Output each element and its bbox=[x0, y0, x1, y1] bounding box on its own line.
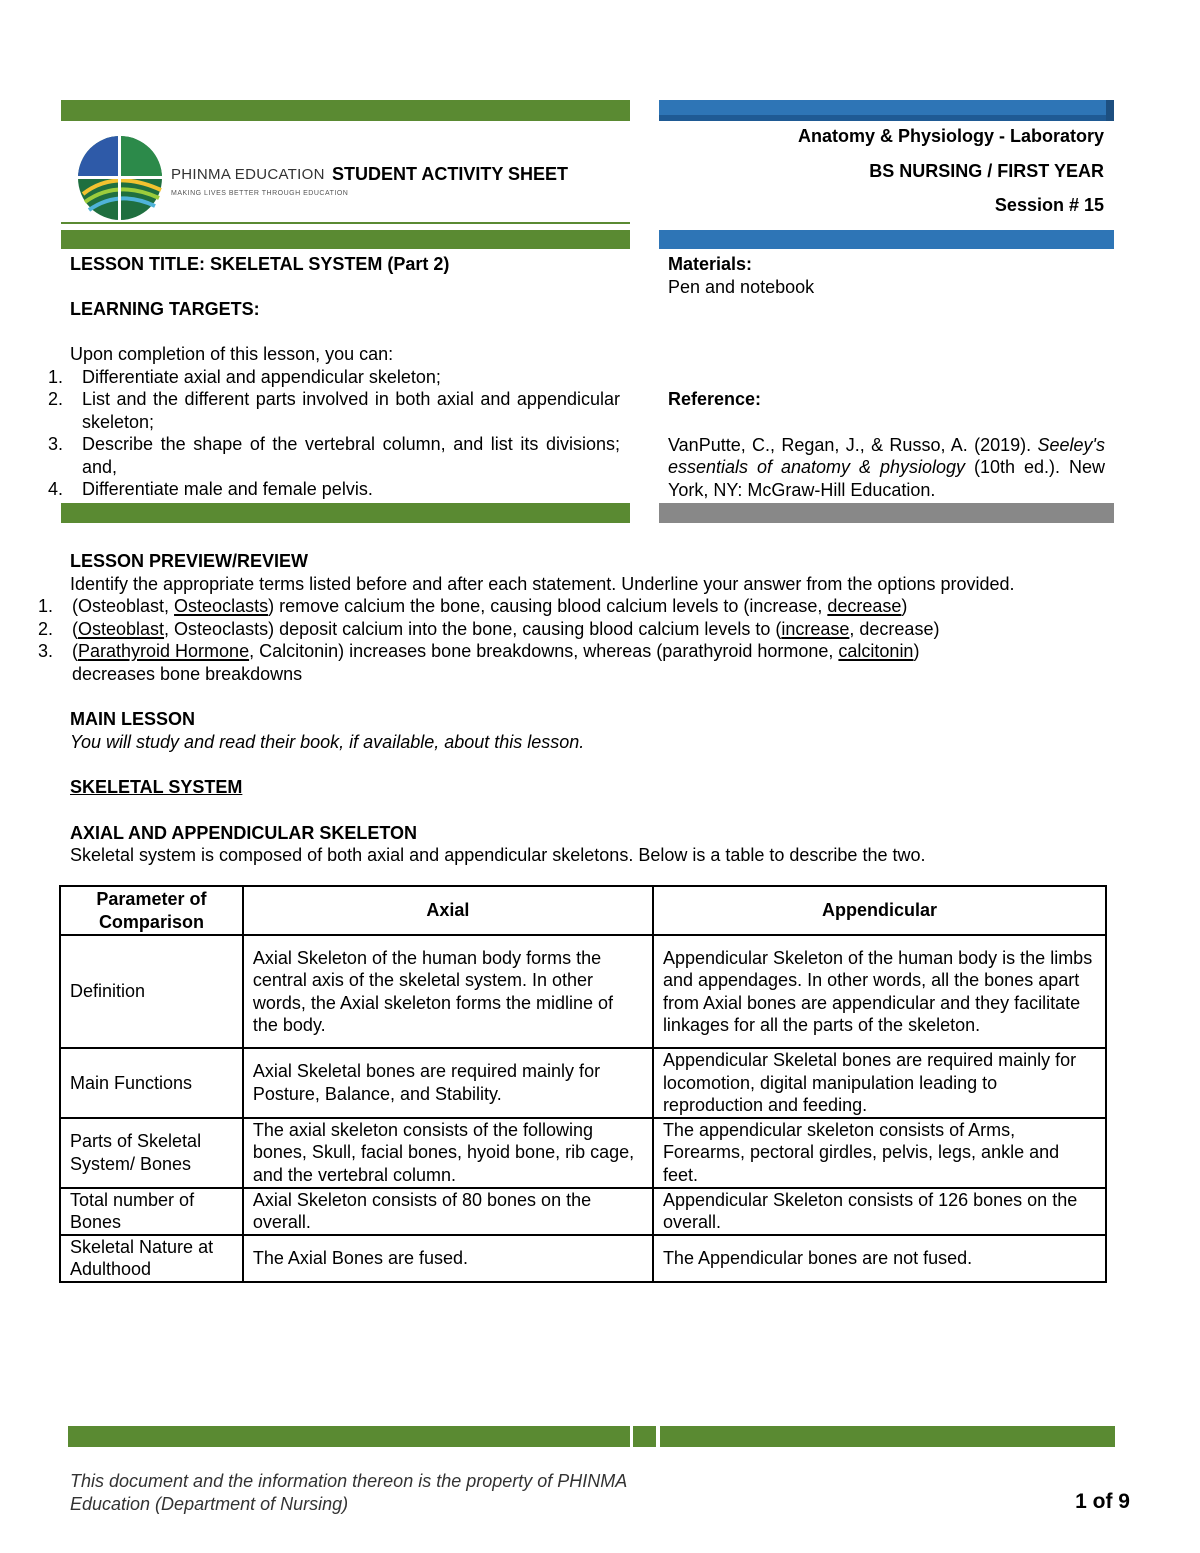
answer-underline: increase bbox=[781, 618, 850, 639]
learning-targets-heading: LEARNING TARGETS: bbox=[70, 298, 260, 319]
preview-instruction: Identify the appropriate terms listed before and after each statement. Underline your answer from the options provided. bbox=[70, 573, 1015, 594]
answer-underline: Osteoclasts bbox=[174, 596, 269, 616]
header-bar-right-top-accent bbox=[1106, 100, 1114, 121]
section-bar-left-bottom bbox=[61, 503, 630, 523]
table-row bbox=[60, 1188, 1106, 1235]
learning-targets-intro: Upon completion of this lesson, you can: bbox=[70, 344, 394, 364]
table-cell: Main Functions bbox=[60, 1048, 243, 1118]
list-item: 1. Differentiate axial and appendicular skeleton; bbox=[48, 366, 441, 387]
session-number: Session # 15 bbox=[994, 195, 1104, 215]
table-row bbox=[60, 935, 1106, 1048]
answer-underline: Parathyroid Hormone bbox=[78, 641, 250, 661]
table-header-cell: Parameter of Comparison bbox=[60, 886, 243, 935]
sub-intro: Skeletal system is composed of both axial and appendicular skeletons. Below is a table to describe the two. bbox=[70, 845, 926, 865]
list-item: 3. (Parathyroid Hormone, Calcitonin) increases bone breakdowns, whereas (parathyroid hormone, calcitonin) decreases bone breakdowns bbox=[38, 641, 920, 684]
logo-tagline: MAKING LIVES BETTER THROUGH EDUCATION bbox=[171, 190, 349, 197]
materials-text: Pen and notebook bbox=[668, 276, 815, 297]
reference-book-title: Seeley's essentials of anatomy & physiology bbox=[668, 434, 1105, 477]
reference-heading: Reference: bbox=[668, 389, 762, 409]
section-title: SKELETAL SYSTEM bbox=[70, 777, 243, 797]
table-cell: Axial Skeleton of the human body forms the central axis of the skeletal system. In other words, the Axial skeleton forms the midline of the body. bbox=[243, 935, 653, 1048]
answer-underline: decrease bbox=[827, 596, 902, 616]
table-cell: The Axial Bones are fused. bbox=[243, 1235, 653, 1282]
table-cell: Appendicular Skeletal bones are required mainly for locomotion, digital manipulation leading to reproduction and feeding. bbox=[653, 1048, 1106, 1118]
table-cell: Axial Skeletal bones are required mainly for Posture, Balance, and Stability. bbox=[243, 1048, 653, 1118]
table-header-cell: Appendicular bbox=[653, 886, 1106, 935]
table-header-row bbox=[60, 886, 1106, 935]
table-row bbox=[60, 1048, 1106, 1118]
table-cell: The appendicular skeleton consists of Arms, Forearms, pectoral girdles, pelvis, legs, ankle and feet. bbox=[653, 1118, 1106, 1188]
program-name: BS NURSING / FIRST YEAR bbox=[869, 161, 1104, 181]
table-cell: Skeletal Nature at Adulthood bbox=[60, 1235, 243, 1282]
header-bar-right-top-shade bbox=[659, 115, 1114, 121]
logo-name: PHINMA EDUCATION bbox=[171, 166, 325, 183]
section-bar-right bbox=[659, 230, 1114, 249]
materials-panel bbox=[668, 253, 1105, 298]
preview-heading: LESSON PREVIEW/REVIEW bbox=[70, 551, 309, 571]
preview-section bbox=[38, 550, 1150, 685]
section-bar-right-bottom bbox=[659, 503, 1114, 523]
main-lesson-note: You will study and read their book, if available, about this lesson. bbox=[70, 731, 585, 752]
reference-citation bbox=[668, 434, 1105, 502]
lesson-title: LESSON TITLE: SKELETAL SYSTEM (Part 2) bbox=[70, 254, 450, 274]
list-item: 4. Differentiate male and female pelvis. bbox=[48, 479, 373, 499]
list-item: 2. List and the different parts involved in both axial and appendicular skeleton; bbox=[48, 389, 620, 432]
list-item: 1. (Osteoblast, Osteoclasts) remove calcium the bone, causing blood calcium levels to (increase, decrease) bbox=[38, 596, 908, 616]
reference-panel bbox=[668, 388, 1105, 501]
answer-underline: Osteoblast bbox=[78, 618, 165, 639]
section-bar-left bbox=[61, 230, 630, 249]
header-bar-left-top bbox=[61, 100, 630, 121]
table-cell: Appendicular Skeleton of the human body is the limbs and appendages. In other words, all the bones apart from Axial bones are appendicular and they facilitate linkages for all the parts of the skeleton. bbox=[653, 935, 1106, 1048]
comparison-table bbox=[59, 885, 1107, 1283]
main-lesson-section bbox=[70, 708, 1150, 867]
sub-heading: AXIAL AND APPENDICULAR SKELETON bbox=[70, 822, 418, 843]
materials-heading: Materials: bbox=[668, 254, 753, 274]
phinma-logo-icon bbox=[75, 134, 165, 222]
answer-underline: calcitonin bbox=[838, 641, 914, 661]
list-item: 3. Describe the shape of the vertebral column, and list its divisions; and, bbox=[48, 434, 620, 477]
table-cell: Definition bbox=[60, 935, 243, 1048]
table-cell: Appendicular Skeleton consists of 126 bones on the overall. bbox=[653, 1188, 1106, 1235]
table-cell: The axial skeleton consists of the following bones, Skull, facial bones, hyoid bone, rib cage, and the vertebral column. bbox=[243, 1118, 653, 1188]
footer-disclaimer: This document and the information thereon is the property of PHINMA Education (Department of Nursing) bbox=[70, 1471, 627, 1514]
table-header-cell: Axial bbox=[243, 886, 653, 935]
main-lesson-heading: MAIN LESSON bbox=[70, 709, 196, 729]
footer-bar-right bbox=[660, 1426, 1115, 1447]
reference-edition: (10th ed.). New York, NY: McGraw-Hill Education. bbox=[668, 457, 1105, 500]
table-cell: Parts of Skeletal System/ Bones bbox=[60, 1118, 243, 1188]
footer-bar-mid bbox=[633, 1426, 656, 1447]
table-row bbox=[60, 1118, 1106, 1188]
table-row bbox=[60, 1235, 1106, 1282]
footer-bar-left bbox=[68, 1426, 630, 1447]
list-item: 2. (Osteoblast, Osteoclasts) deposit calcium into the bone, causing blood calcium levels to (increase, decrease) bbox=[38, 618, 940, 639]
page-number: 1 of 9 bbox=[1075, 1490, 1130, 1513]
table-cell: The Appendicular bones are not fused. bbox=[653, 1235, 1106, 1282]
reference-authors: VanPutte, C., Regan, J., & Russo, A. (2019). bbox=[668, 434, 1032, 455]
preview-list bbox=[0, 595, 1110, 685]
phinma-logo bbox=[75, 134, 349, 222]
header-line-left bbox=[61, 222, 630, 224]
learning-targets-list bbox=[0, 366, 620, 501]
course-name: Anatomy & Physiology - Laboratory bbox=[797, 126, 1104, 146]
lesson-panel bbox=[48, 253, 620, 501]
sheet-title: STUDENT ACTIVITY SHEET bbox=[332, 164, 569, 184]
table-cell: Total number of Bones bbox=[60, 1188, 243, 1235]
table-cell: Axial Skeleton consists of 80 bones on the overall. bbox=[243, 1188, 653, 1235]
